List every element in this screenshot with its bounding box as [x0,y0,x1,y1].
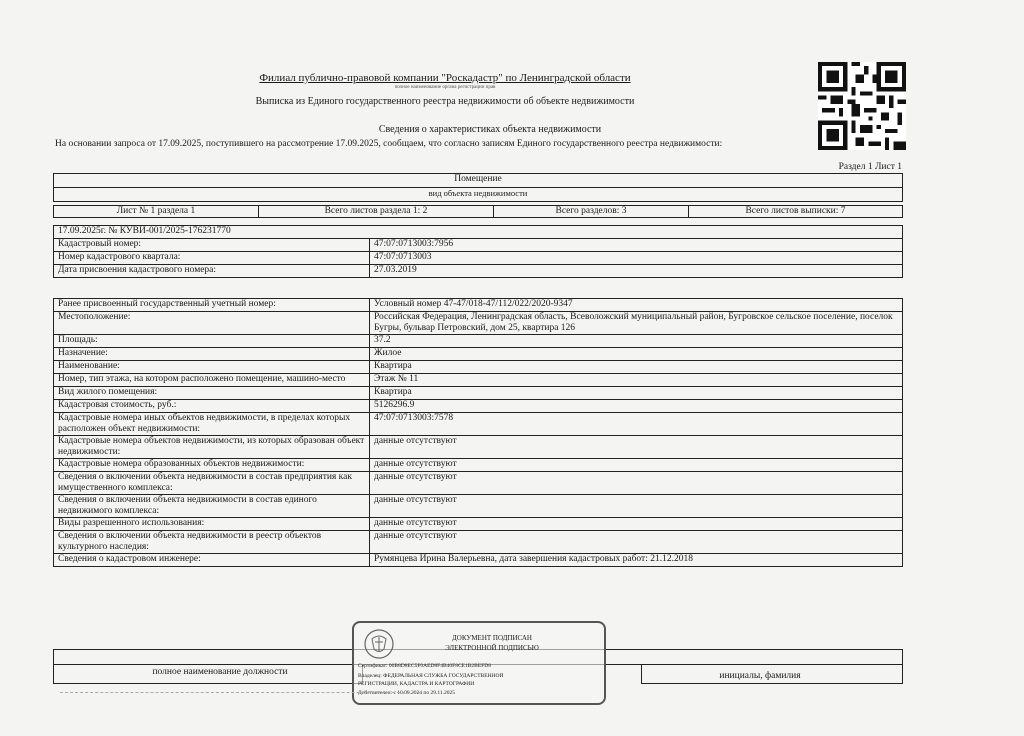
stamp-line-2: ЭЛЕКТРОННОЙ ПОДПИСЬЮ [445,644,539,652]
row-value: Квартира [370,387,903,400]
table-row [54,312,903,335]
row-value: 47:07:0713003 [370,252,903,265]
row-label: Площадь: [54,335,370,348]
stamp-header [412,633,572,653]
stamp-line-1: ДОКУМЕНТ ПОДПИСАН [452,634,532,642]
extract-title: Выписка из Единого государственного реестра недвижимости об объекте недвижимости [255,96,635,107]
row-value: данные отсутствуют [370,531,903,554]
table-row [54,335,903,348]
table-row [54,531,903,554]
row-value: 5126296.9 [370,400,903,413]
sheets-table [53,205,903,218]
stamp-owner: Владелец: ФЕДЕРАЛЬНАЯ СЛУЖБА ГОСУДАРСТВЕННОЙ [358,673,504,679]
row-label: Номер кадастрового квартала: [54,252,370,265]
row-value: Румянцева Ирина Валерьевна, дата завершения кадастровых работ: 21.12.2018 [370,554,903,567]
stamp-validity: Действителен: с 10.09.2024 по 29.11.2025 [358,690,456,696]
sheet-number: Лист № 1 раздела 1 [54,206,259,218]
registration-table [53,225,903,278]
stamp-certificate: Сертификат: 00B8D8EC5F0AED8F4B40F8CE1B2BEFD8 [358,663,491,669]
row-label: Ранее присвоенный государственный учетный номер: [54,299,370,312]
table-row [54,387,903,400]
row-value: Квартира [370,361,903,374]
sections-count: Всего разделов: 3 [494,206,689,218]
row-label: Назначение: [54,348,370,361]
row-value: 37.2 [370,335,903,348]
row-label: Кадастровый номер: [54,239,370,252]
extract-sheets-count: Всего листов выписки: 7 [689,206,903,218]
table-row [54,299,903,312]
section-sheet-label: Раздел 1 Лист 1 [838,162,902,172]
row-value: данные отсутствуют [370,459,903,472]
table-row [54,413,903,436]
table-row [54,459,903,472]
row-label: Виды разрешенного использования: [54,518,370,531]
position-caption: полное наименование должности [152,667,288,677]
divider [60,692,420,693]
table-row [54,348,903,361]
table-row [54,436,903,459]
extract-number: 17.09.2025г. № КУВИ-001/2025-176231770 [54,226,903,239]
name-caption: инициалы, фамилия [719,671,801,681]
qr-code-icon [818,62,906,150]
row-value: 47:07:0713003:7578 [370,413,903,436]
row-value: данные отсутствуют [370,518,903,531]
table-row [54,374,903,387]
table-row [54,265,903,278]
object-type: Помещение [54,174,903,188]
table-row [54,472,903,495]
row-label: Кадастровая стоимость, руб.: [54,400,370,413]
row-label: Сведения о включении объекта недвижимости в реестр объектов культурного наследия: [54,531,370,554]
details-table [53,298,903,567]
row-value: данные отсутствуют [370,472,903,495]
object-type-caption: вид объекта недвижимости [54,188,903,202]
section-sheets-count: Всего листов раздела 1: 2 [259,206,494,218]
info-title: Сведения о характеристиках объекта недвижимости [378,124,602,135]
row-label: Наименование: [54,361,370,374]
row-label: Кадастровые номера иных объектов недвижимости, в пределах которых расположен объект недвижимости: [54,413,370,436]
row-label: Сведения о включении объекта недвижимости в состав предприятия как имущественного комплекса: [54,472,370,495]
row-value: Условный номер 47-47/018-47/112/022/2020-9347 [370,299,903,312]
row-label: Сведения о включении объекта недвижимости в состав единого недвижимого комплекса: [54,495,370,518]
stamp-owner-cont: РЕГИСТРАЦИИ, КАДАСТРА И КАРТОГРАФИИ [358,681,475,687]
row-label: Вид жилого помещения: [54,387,370,400]
request-text: На основании запроса от 17.09.2025, поступившего на рассмотрение 17.09.2025, сообщаем, что согласно записям Единого государственного реестра недвижимости: [55,139,723,149]
row-value: данные отсутствуют [370,495,903,518]
table-row [54,361,903,374]
row-value: 27.03.2019 [370,265,903,278]
row-label: Кадастровые номера образованных объектов недвижимости: [54,459,370,472]
row-label: Дата присвоения кадастрового номера: [54,265,370,278]
object-type-table [53,173,903,202]
row-value: Российская Федерация, Ленинградская область, Всеволожский муниципальный район, Бугровское сельское поселение, поселок Бугры, бульвар Петровский, дом 25, квартира 126 [370,312,903,335]
table-row [54,554,903,567]
emblem-icon [362,627,396,661]
organization-name: Филиал публично-правовой компании "Роскадастр" по Ленинградской области [259,72,631,84]
row-value: Жилое [370,348,903,361]
table-row [54,495,903,518]
row-value: 47:07:0713003:7956 [370,239,903,252]
row-label: Номер, тип этажа, на котором расположено помещение, машино-место [54,374,370,387]
table-row [54,239,903,252]
table-row [54,518,903,531]
row-label: Сведения о кадастровом инженере: [54,554,370,567]
row-value: данные отсутствуют [370,436,903,459]
row-label: Кадастровые номера объектов недвижимости, из которых образован объект недвижимости: [54,436,370,459]
table-row [54,400,903,413]
table-row [54,252,903,265]
organization-caption: полное наименование органа регистрации прав [394,85,496,90]
row-value: Этаж № 11 [370,374,903,387]
row-label: Местоположение: [54,312,370,335]
